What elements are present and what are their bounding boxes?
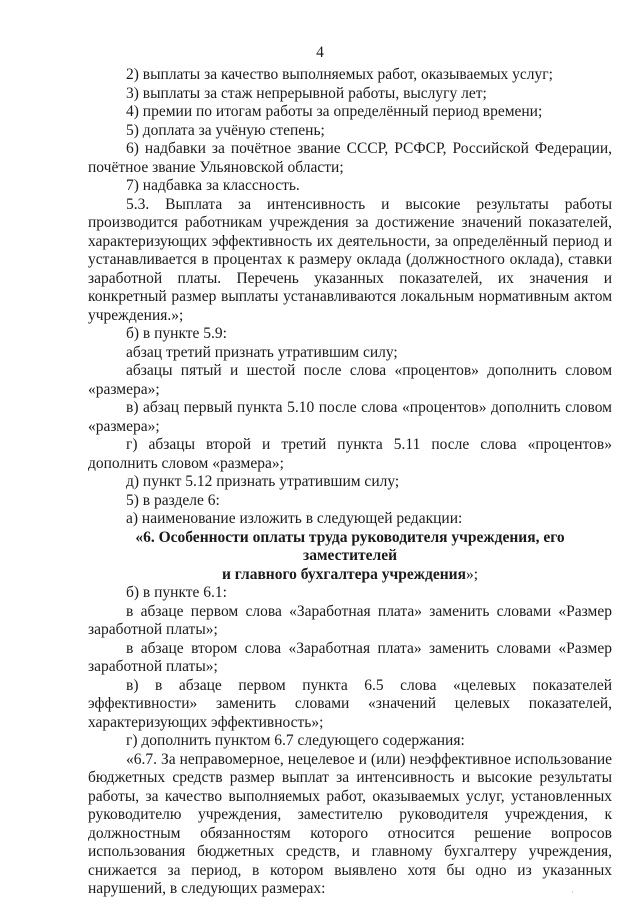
- paragraph: в) абзац первый пункта 5.10 после слова «процентов» дополнить словом «размера»;: [88, 399, 612, 435]
- paragraph: 6) надбавки за почётное звание СССР, РСФСР, Российской Федерации, почётное звание Ульяновской области;: [88, 140, 612, 176]
- paragraph: в) в абзаце первом пункта 6.5 слова «целевых показателей эффективности» заменить словами «значений целевых показателей, характеризующих эффективность»;: [88, 676, 612, 731]
- paragraph: 5) в разделе 6:: [126, 491, 220, 509]
- paragraph: в абзаце втором слова «Заработная плата» заменить словами «Размер заработной платы»;: [88, 639, 612, 675]
- paragraph: б) в пункте 5.9:: [126, 325, 227, 342]
- section-heading: [88, 529, 612, 585]
- paragraph: 5) доплата за учёную степень;: [126, 121, 325, 139]
- paragraph: 3) выплаты за стаж непрерывной работы, выслугу лет;: [126, 84, 487, 102]
- paragraph: 4) премии по итогам работы за определённый период времени;: [126, 103, 543, 120]
- paragraph-6-7: «6.7. За неправомерное, нецелевое и (или) неэффективное использование бюджетных средств размер выплат за интенсивность и высокие результаты работы, за качество выполняемых работ, оказываемых услуг, установленных руководителю учреждения, заместителю руководителя учреждения, к должностным обязанностям которого относится решение вопросов использования бюджетных средств, и главному бухгалтеру учреждения, снижается за период, в котором выявлено хотя бы одно из указанных нарушений, в следующих размерах:: [88, 750, 612, 897]
- document-body: [88, 66, 612, 899]
- paragraph: в абзаце первом слова «Заработная плата» заменить словами «Размер заработной платы»;: [88, 602, 612, 638]
- section-heading-line-2: и главного бухгалтера учреждения: [221, 565, 466, 583]
- paragraph: абзац третий признать утратившим силу;: [126, 343, 398, 361]
- paragraph: г) абзацы второй и третий пункта 5.11 после слова «процентов» дополнить словом «размера»;: [88, 436, 612, 472]
- scan-mark: ·: [571, 888, 574, 897]
- paragraph-5-3: 5.3. Выплата за интенсивность и высокие результаты работы производится работникам учреждения за достижение значений показателей, характеризующих эффективность их деятельности, за определённый период и устанавливается в процентах к размеру оклада (должностного оклада), ставки заработной платы. Перечень указанных показателей, их значения и конкретный размер выплаты устанавливаются локальным нормативным актом учреждения.»;: [88, 195, 612, 324]
- section-heading-tail: »;: [466, 565, 479, 583]
- paragraph: абзацы пятый и шестой после слова «процентов» дополнить словом «размера»;: [88, 362, 612, 398]
- paragraph: 7) надбавка за классность.: [126, 177, 300, 194]
- paragraph: б) в пункте 6.1:: [126, 584, 227, 601]
- page-number: 4: [316, 44, 324, 61]
- paragraph: г) дополнить пунктом 6.7 следующего содержания:: [126, 732, 465, 749]
- paragraph: д) пункт 5.12 признать утратившим силу;: [126, 473, 400, 490]
- section-heading-line-1: «6. Особенности оплаты труда руководителя учреждения, его заместителей: [135, 528, 565, 564]
- paragraph: 2) выплаты за качество выполняемых работ, оказываемых услуг;: [126, 66, 553, 83]
- paragraph: а) наименование изложить в следующей редакции:: [126, 510, 463, 527]
